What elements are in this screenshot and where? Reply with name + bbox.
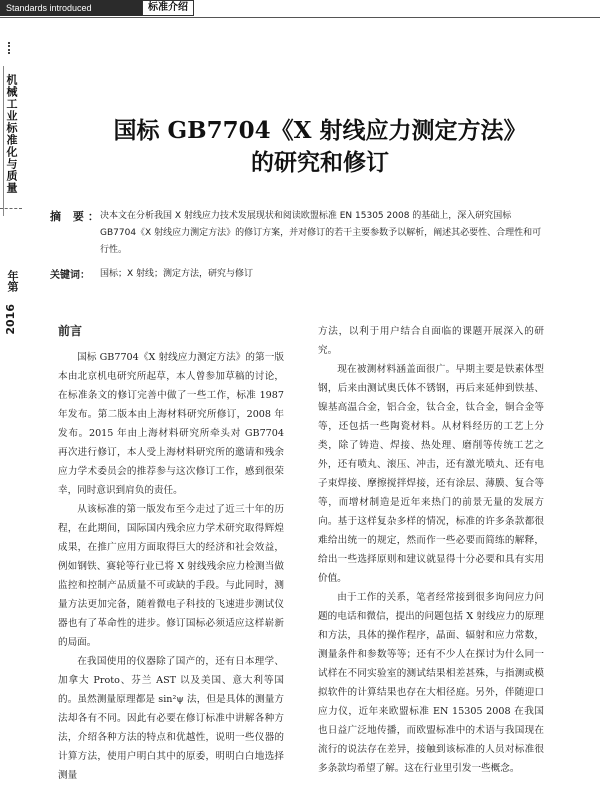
journal-name: 机械工业标准化与质量 [5,74,18,194]
paragraph: 在我国使用的仪器除了国产的，还有日本理学、加拿大 Proto、芬兰 AST 以及美国、意大利等国的。虽然测量原理都是 sin²ψ 法，但是具体的测量方法却各有不同。因此有必要在修订标准中讲解各种方法，介绍各种方法的特点和优越性，说明一些仪器的计算方法，使用户明白其中的原委，明明白白地选择测量 [58,656,284,781]
article-title [40,115,600,179]
year-label: 年第 [6,270,19,292]
sidebar-dots [8,42,16,54]
paragraph: 国标 GB7704《X 射线应力测定方法》的第一版本由北京机电研究所起草，本人曾参加草稿的讨论，在标准条文的修订完善中做了一些工作，标准 1987 年发布。第二版本由上海材料研究所修订，2008 年发布。2015 年由上海材料研究所牵头对 GB7704 再次进行修订，本人受上海材料研究所的邀请和残余应力学术委员会的推荐参与这次修订工作，感到很荣幸，同时意识到肩负的责任。 [58,352,284,496]
left-column [58,322,284,785]
paragraph: 方法，以利于用户结合自面临的课题开展深入的研究。 [318,326,544,356]
section-heading: 前言 [58,324,83,338]
sidebar-divider [0,208,22,209]
paragraph: 由于工作的关系，笔者经常接到很多询问应力问题的电话和微信，提出的问题包括 X 射线应力的原理和方法，具体的操作程序，晶面、辐射和应力常数，测量条件和参数等等；还有不少人在探讨为什么同一试样在不同实验室的测试结果相差甚殊，与指测或模拟软件的计算结果也存在大相径庭。另外，伴随迎口应力仪，近年来欧盟标准 EN 15305 2008 在我国也日益广泛地传播，而欧盟标准中的术语与我国现在流行的说法存在差异，接触到该标准的人员对标准很多条款均希望了解。这在行业里引发一些概念。 [318,592,544,774]
title-line-1: 国标 GB7704《X 射线应力测定方法》 [113,117,527,144]
abstract-label: 摘 要： [50,210,103,223]
section-tag-english: Standards introduced [0,0,142,16]
journal-sidebar [0,18,22,335]
abstract-text: 决本文在分析我国 X 射线应力技术发展现状和阅读欧盟标准 EN 15305 2008 的基础上，深入研究国标 GB7704《X 射线应力测定方法》的修订方案，并对修订的若干主要参数予以解析，阐述其必要性、合理性和可行性。 [100,211,542,255]
paragraph: 从该标准的第一版发布至今走过了近三十年的历程，在此期间，国际国内残余应力学术研究取得辉煌成果，在推广应用方面取得巨大的经济和社会效益，例如钢铁、赛轮等行业已将 X 射线残余应力检测当做监控和控制产品质量不可或缺的手段。与此同时，测量方法更加完备，随着微电子科技的飞速进步测试仪器也有了革命性的进步。修订国标必须适应这样崭新的局面。 [58,504,284,648]
keywords-label: 关键词： [50,270,90,281]
paragraph: 现在被测材料涵盖面很广。早期主要是铁素体型钢，后来由测试奥氏体不锈钢，再后来延伸到铁基、镍基高温合金，铝合金，钛合金，钛合金，铜合金等等，还包括一些陶瓷材料。从材料经历的工艺上分类，除了铸造、焊接、热处理、磨削等传统工艺之外，还有喷丸、滚压、冲击，还有激光喷丸、还有电子束焊接、摩擦搅拌焊接，还有涂层、薄膜、复合等等，而增材制造是近年来热门的前景无量的发展方向。基于这样复杂多样的情况，标准的许多条款都很难给出统一的规定，然而作一些必要而简练的解释，给出一些选择原则和建议就显得十分必要和具有实用价值。 [318,364,544,584]
section-tag-chinese: 标准介绍 [142,0,194,16]
keywords-text: 国标；X 射线；测定方法，研究与修订 [100,269,254,279]
header-bar [0,0,600,18]
header-rule [0,17,600,18]
title-line-2: 的研究和修订 [251,149,389,176]
year: 2016 [4,304,17,335]
right-column [318,322,544,778]
